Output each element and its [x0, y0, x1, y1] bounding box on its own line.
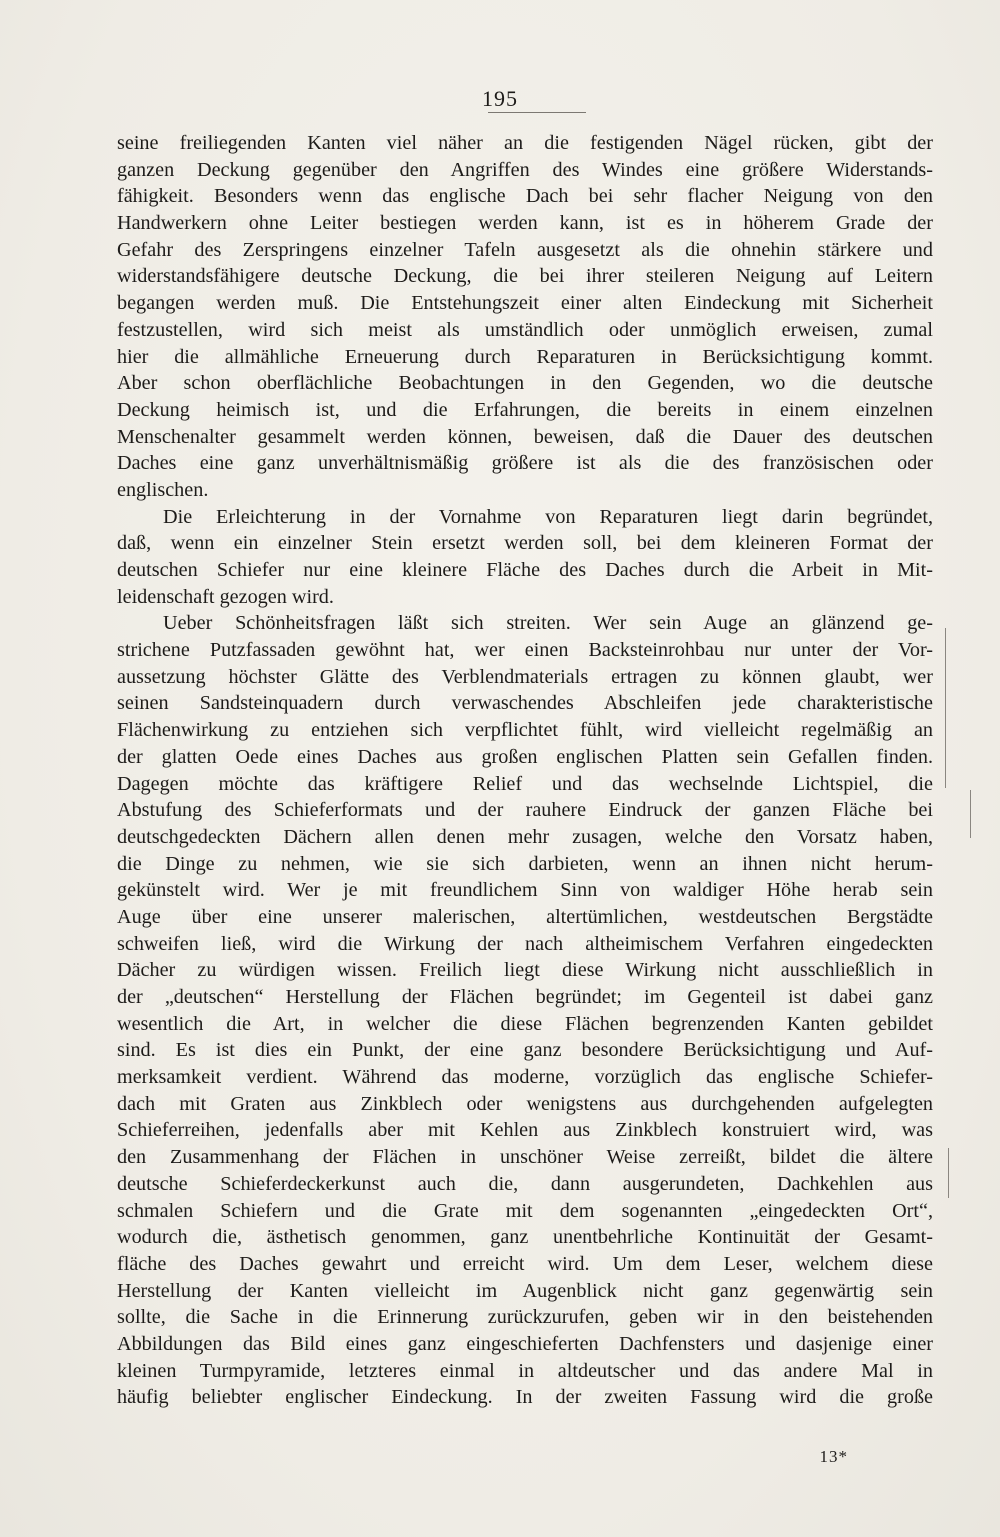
printer-signature-mark: 13*: [819, 1447, 848, 1466]
margin-pencil-mark: [970, 790, 971, 838]
text-line: Handwerkern ohne Leiter bestiegen werden kann, ist es in höherem Grade der: [117, 212, 933, 235]
text-line: Flächenwirkung zu entziehen sich verpflichtet fühlt, wird vielleicht regelmäßig an: [117, 719, 933, 742]
text-line: Dächer zu würdigen wissen. Freilich liegt diese Wirkung nicht ausschließlich in: [117, 959, 933, 982]
text-line: kleinen Turmpyramide, letzteres einmal in altdeutscher und das andere Mal in: [117, 1359, 933, 1382]
text-line: festzustellen, wird sich meist als umständlich oder unmöglich erweisen, zumal: [117, 318, 933, 341]
text-line: widerstandsfähigere deutsche Deckung, die bei ihrer steileren Neigung auf Leitern: [117, 265, 933, 288]
text-line: Schieferreihen, jedenfalls aber mit Kehlen aus Zinkblech konstruiert wird, was: [117, 1119, 933, 1142]
text-line: seine freiliegenden Kanten viel näher an die festigenden Nägel rücken, gibt der: [117, 132, 933, 154]
text-line: merksamkeit verdient. Während das moderne, vorzüglich das englische Schiefer-: [117, 1066, 933, 1089]
text-line: Dagegen möchte das kräftigere Relief und das wechselnde Lichtspiel, die: [117, 772, 933, 795]
text-line: aussetzung höchster Glätte des Verblendmaterials ertragen zu können glaubt, wer: [117, 665, 933, 688]
text-line: der „deutschen“ Herstellung der Flächen begründet; im Gegenteil ist dabei ganz: [117, 986, 933, 1008]
page-number-rule: [488, 112, 586, 113]
text-line: sind. Es ist dies ein Punkt, der eine ganz besondere Berücksichtigung und Auf-: [117, 1039, 933, 1062]
text-line: hier die allmähliche Erneuerung durch Reparaturen in Berücksichtigung kommt.: [117, 345, 933, 368]
paragraph-end-line: englischen.: [117, 478, 209, 501]
text-line: Menschenalter gesammelt werden können, beweisen, daß die Dauer des deutschen: [117, 425, 933, 448]
text-line: fähigkeit. Besonders wenn das englische Dach bei sehr flacher Neigung von den: [117, 185, 933, 208]
text-line: daß, wenn ein einzelner Stein ersetzt werden soll, bei dem kleineren Format der: [117, 532, 933, 555]
text-line: Aber schon oberflächliche Beobachtungen in den Gegenden, wo die deutsche: [117, 372, 933, 395]
page-number: 195: [482, 86, 518, 111]
text-line: wodurch die, ästhetisch genommen, ganz unentbehrliche Kontinuität der Gesamt-: [117, 1226, 933, 1249]
text-line: Abstufung des Schieferformats und der rauhere Eindruck der ganzen Fläche bei: [117, 799, 933, 822]
text-line: gekünstelt wird. Wer je mit freundlichem Sinn von waldiger Höhe herab sein: [117, 879, 933, 902]
margin-pencil-mark: [945, 628, 946, 788]
text-line: strichene Putzfassaden gewöhnt hat, wer einen Backsteinrohbau nur unter der Vor-: [117, 639, 933, 662]
text-line: fläche des Daches gewahrt und erreicht wird. Um dem Leser, welchem diese: [117, 1252, 933, 1275]
paragraph-start-line: Die Erleichterung in der Vornahme von Reparaturen liegt darin begründet,: [163, 505, 933, 528]
text-line: wesentlich die Art, in welcher die diese Flächen begrenzenden Kanten gebildet: [117, 1012, 933, 1035]
paragraph-start-line: Ueber Schönheitsfragen läßt sich streiten. Wer sein Auge an glänzend ge-: [163, 612, 933, 635]
text-line: Abbildungen das Bild eines ganz eingeschieferten Dachfensters und dasjenige einer: [117, 1332, 933, 1355]
text-line: dach mit Graten aus Zinkblech oder wenigstens aus durchgehenden aufgelegten: [117, 1092, 933, 1115]
text-line: sollte, die Sache in die Erinnerung zurückzurufen, geben wir in den beistehenden: [117, 1306, 933, 1329]
margin-pencil-mark: [948, 1148, 949, 1198]
text-line: Gefahr des Zerspringens einzelner Tafeln ausgesetzt als die ohnehin stärkere und: [117, 238, 933, 261]
text-line: deutschgedeckten Dächern allen denen mehr zusagen, welche den Vorsatz haben,: [117, 825, 933, 848]
text-line: die Dinge zu nehmen, wie sie sich darbieten, wenn an ihnen nicht herum-: [117, 852, 933, 875]
paragraph-end-line: leidenschaft gezogen wird.: [117, 585, 334, 608]
text-line: Auge über eine unserer malerischen, altertümlichen, westdeutschen Bergstädte: [117, 905, 933, 928]
text-line: Daches eine ganz unverhältnismäßig größere ist als die des französischen oder: [117, 452, 933, 475]
body-text: [117, 130, 933, 1411]
text-line: seinen Sandsteinquadern durch verwaschendes Abschleifen jede charakteristische: [117, 692, 933, 715]
text-line: deutsche Schieferdeckerkunst auch die, dann ausgerundeten, Dachkehlen aus: [117, 1172, 933, 1195]
text-line: Herstellung der Kanten vielleicht im Augenblick nicht ganz gegenwärtig sein: [117, 1279, 933, 1302]
text-line: der glatten Oede eines Daches aus großen englischen Platten sein Gefallen finden.: [117, 745, 933, 768]
text-line: begangen werden muß. Die Entstehungszeit einer alten Eindeckung mit Sicherheit: [117, 292, 933, 315]
text-line: deutschen Schiefer nur eine kleinere Fläche des Daches durch die Arbeit in Mit-: [117, 559, 933, 581]
text-line: schweifen ließ, wird die Wirkung der nach altheimischem Verfahren eingedeckten: [117, 932, 933, 955]
text-line: den Zusammenhang der Flächen in unschöner Weise zerreißt, bildet die ältere: [117, 1146, 933, 1169]
text-line: Deckung heimisch ist, und die Erfahrungen, die bereits in einem einzelnen: [117, 398, 933, 421]
text-line: schmalen Schiefern und die Grate mit dem sogenannten „eingedeckten Ort“,: [117, 1199, 933, 1222]
text-line: ganzen Deckung gegenüber den Angriffen des Windes eine größere Widerstands-: [117, 158, 933, 181]
text-line: häufig beliebter englischer Eindeckung. In der zweiten Fassung wird die große: [117, 1386, 933, 1409]
